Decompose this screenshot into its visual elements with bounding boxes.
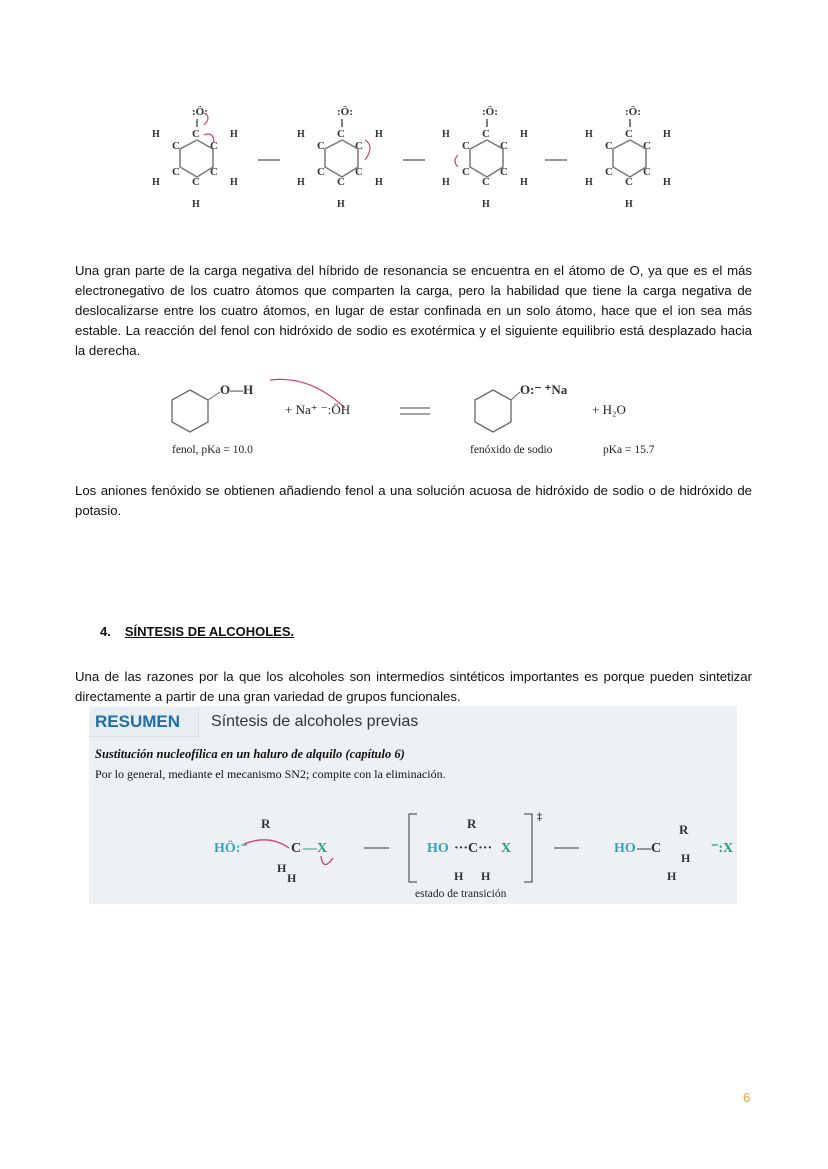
svg-text:R: R bbox=[679, 822, 689, 837]
resumen-title: Síntesis de alcoholes previas bbox=[211, 713, 419, 730]
paragraph-phenoxide: Los aniones fenóxido se obtienen añadiendo fenol a una solución acuosa de hidróxido de sodio o de hidróxido de potasio. bbox=[75, 483, 752, 519]
section-number: 4. bbox=[100, 624, 111, 639]
section-title: SÍNTESIS DE ALCOHOLES. bbox=[124, 624, 295, 639]
resumen-tag: RESUMEN bbox=[89, 708, 199, 737]
svg-text:—C: —C bbox=[637, 841, 662, 856]
water-pka-caption: pKa = 15.7 bbox=[603, 444, 655, 456]
svg-text:H: H bbox=[152, 129, 160, 140]
svg-text:HÖ:⁻: HÖ:⁻ bbox=[214, 841, 248, 856]
fenoxido-caption: fenóxido de sodio bbox=[470, 444, 553, 456]
phenoxide-resonance-structures bbox=[140, 95, 700, 215]
svg-text:C: C bbox=[291, 841, 302, 856]
svg-text:H: H bbox=[681, 851, 691, 865]
product-water: + H₂O bbox=[592, 402, 626, 417]
paragraph-synthesis: Una de las razones por la que los alcoholes son intermedios sintéticos importantes es porque pueden sintetizar directamente a partir de una gran variedad de grupos funcionales. bbox=[75, 669, 752, 705]
svg-text:O:⁻ ⁺Na: O:⁻ ⁺Na bbox=[520, 382, 568, 397]
svg-text:HO: HO bbox=[614, 841, 636, 856]
svg-text:C: C bbox=[192, 128, 200, 140]
svg-text:H: H bbox=[667, 869, 677, 883]
svg-text:—X: —X bbox=[303, 841, 328, 856]
svg-text:H: H bbox=[277, 861, 287, 875]
resumen-box bbox=[89, 706, 737, 904]
svg-text:H: H bbox=[192, 199, 200, 210]
page-number: 6 bbox=[743, 1090, 751, 1105]
svg-text:H: H bbox=[152, 177, 160, 188]
resumen-description: Por lo general, mediante el mecanismo SN2; compite con la eliminación. bbox=[95, 767, 446, 781]
svg-text:C: C bbox=[210, 140, 218, 152]
svg-text:O—H: O—H bbox=[220, 382, 254, 397]
paragraph-resonance: Una gran parte de la carga negativa del híbrido de resonancia se encuentra en el átomo de O, ya que es el más electronegativo de los cuatro átomos que comparten la carga, pero la habilidad que tiene la carga negativa de deslocalizarse entre los cuatro átomos, en lugar de estar confinada en un solo átomo, hace que el ion sea más estable. La reacción del fenol con hidróxido de sodio es exotérmica y el siguiente equilibrio está desplazado hacia la derecha. bbox=[75, 263, 752, 359]
svg-text:H: H bbox=[230, 177, 238, 188]
sn2-mechanism bbox=[199, 806, 739, 886]
svg-text:C: C bbox=[210, 166, 218, 178]
svg-text::Ö:: :Ö: bbox=[192, 106, 208, 118]
svg-text:R: R bbox=[261, 816, 271, 831]
svg-text:R: R bbox=[467, 816, 477, 831]
fenol-caption: fenol, pKa = 10.0 bbox=[172, 444, 253, 456]
transition-state-caption: estado de transición bbox=[415, 888, 507, 900]
svg-text:⁻:X: ⁻:X bbox=[711, 841, 734, 856]
svg-text:C: C bbox=[172, 140, 180, 152]
svg-text:‡: ‡ bbox=[537, 812, 542, 823]
svg-text:H: H bbox=[230, 129, 238, 140]
svg-text:C: C bbox=[192, 176, 200, 188]
svg-text:···C···: ···C··· bbox=[454, 841, 493, 856]
svg-text:H: H bbox=[454, 869, 464, 883]
reagent-naoh: + Na⁺ ⁻:ÖH bbox=[285, 402, 351, 417]
svg-text:H: H bbox=[481, 869, 491, 883]
svg-text:C: C bbox=[172, 166, 180, 178]
svg-text:H: H bbox=[287, 871, 297, 885]
resumen-subtitle: Sustitución nucleofílica en un haluro de alquilo (capítulo 6) bbox=[95, 747, 405, 761]
svg-text:X: X bbox=[501, 841, 512, 856]
svg-text:HO: HO bbox=[427, 841, 449, 856]
section-heading bbox=[100, 624, 294, 639]
